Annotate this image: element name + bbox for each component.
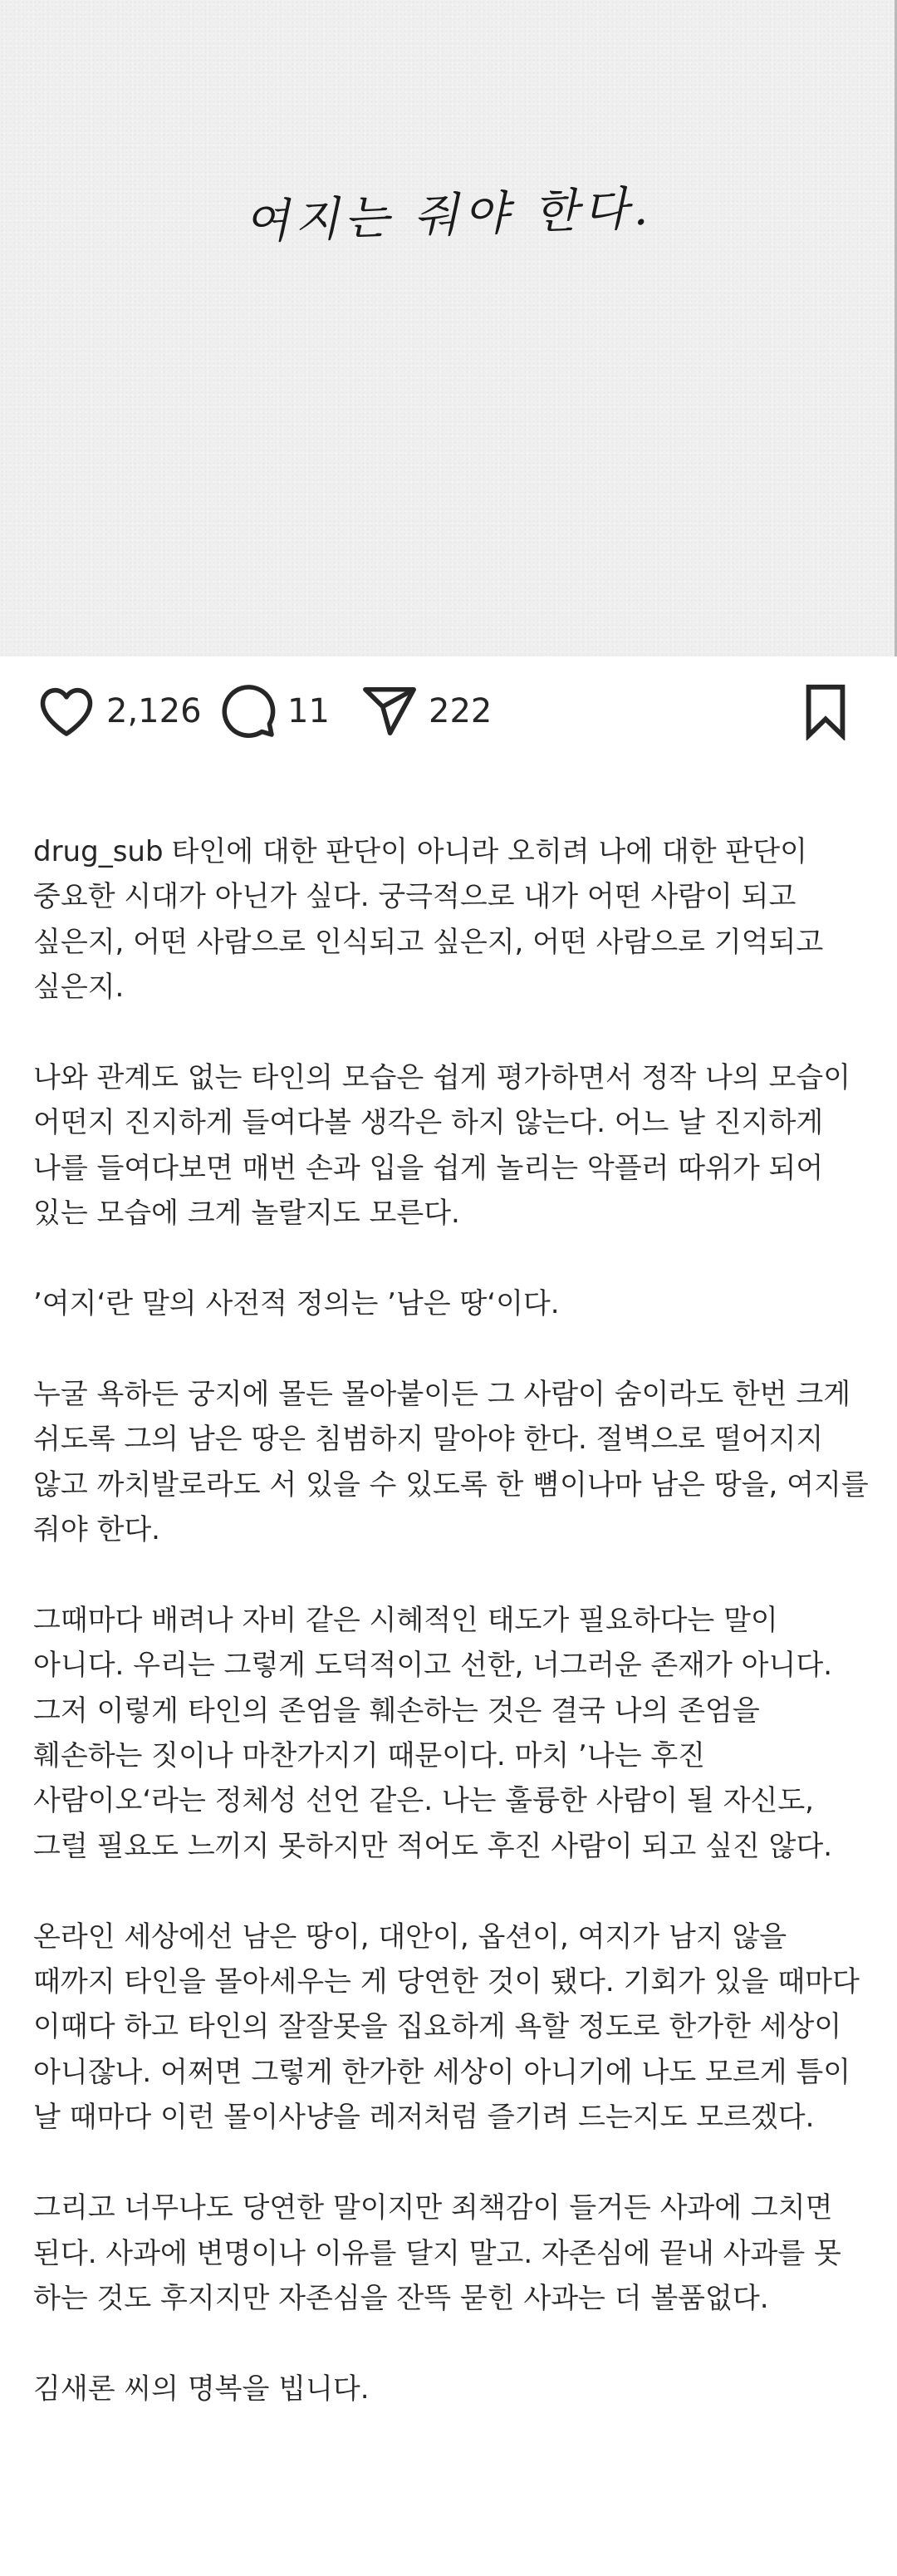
share-count: 222 [429, 692, 493, 730]
post-action-bar [0, 656, 897, 764]
share-button[interactable] [360, 681, 492, 741]
caption-paragraph: 김새론 씨의 명복을 빕니다. [33, 2372, 370, 2406]
comment-bubble-icon [219, 682, 277, 740]
username-link[interactable]: drug_sub [33, 835, 164, 868]
caption-paragraph: 그때마다 배려나 자비 같은 시혜적인 태도가 필요하다는 말이 아니다. 우리는 그렇게 도덕적이고 선한, 너그러운 존재가 아니다. 그저 이렇게 타인의 존엄을 훼손하는 것은 결국 나의 존엄을 훼손하는 짓이나 마찬가지기 때문이다. 마치 ’나는 후진 사람이오‘라는 정체성 선언 같은. 나는 훌륭한 사람이 될 자신도, 그럴 필요도 느끼지 못하지만 적어도 후진 사람이 되고 싶진 않다. [33, 1603, 833, 1863]
caption-paragraph: 그리고 너무나도 당연한 말이지만 죄책감이 들거든 사과에 그치면 된다. 사과에 변명이나 이유를 달지 말고. 자존심에 끝내 사과를 못 하는 것도 후지지만 자존심을 잔뜩 묻힌 사과는 더 볼품없다. [33, 2191, 841, 2315]
paper-plane-icon [360, 682, 419, 740]
bookmark-icon [801, 682, 850, 740]
heart-icon [37, 685, 96, 738]
caption-paragraph: 온라인 세상에선 남은 땅이, 대안이, 옵션이, 여지가 남지 않을 때까지 타인을 몰아세우는 게 당연한 것이 됐다. 기회가 있을 때마다 이때다 하고 타인의 잘잘못을 집요하게 욕할 정도로 한가한 세상이 아니잖나. 어쩌면 그렇게 한가한 세상이 아니기에 나도 모르게 틈이 날 때마다 이런 몰이사냥을 레저처럼 즐기려 드는지도 모르겠다. [33, 1920, 860, 2135]
caption-paragraph: drug_sub 타인에 대한 판단이 아니라 오히려 나에 대한 판단이 중요한 시대가 아닌가 싶다. 궁극적으로 내가 어떤 사람이 되고 싶은지, 어떤 사람으로 인식되고 싶은지, 어떤 사람으로 기억되고 싶은지. [33, 835, 824, 1005]
like-button[interactable] [37, 681, 202, 741]
post-caption [33, 829, 872, 2457]
comment-button[interactable] [219, 681, 330, 741]
caption-paragraph: 누굴 욕하든 궁지에 몰든 몰아붙이든 그 사람이 숨이라도 한번 크게 쉬도록 그의 남은 땅은 침범하지 말아야 한다. 절벽으로 떨어지지 않고 까치발로라도 서 있을 수 있도록 한 뼘이나마 남은 땅을, 여지를 줘야 한다. [33, 1377, 869, 1547]
caption-paragraph: 나와 관계도 없는 타인의 모습은 쉽게 평가하면서 정작 나의 모습이 어떤지 진지하게 들여다볼 생각은 하지 않는다. 어느 날 진지하게 나를 들여다보면 매번 손과 입을 쉽게 놀리는 악플러 따위가 되어 있는 모습에 크게 놀랄지도 모른다. [33, 1061, 851, 1231]
caption-paragraph: ’여지‘란 말의 사전적 정의는 ’남은 땅‘이다. [33, 1287, 560, 1321]
save-button[interactable] [801, 681, 850, 741]
comment-count: 11 [287, 692, 330, 730]
handwritten-image-text: 여지는 줘야 한다. [243, 181, 654, 250]
post-image[interactable] [0, 0, 897, 656]
like-count: 2,126 [106, 692, 202, 730]
